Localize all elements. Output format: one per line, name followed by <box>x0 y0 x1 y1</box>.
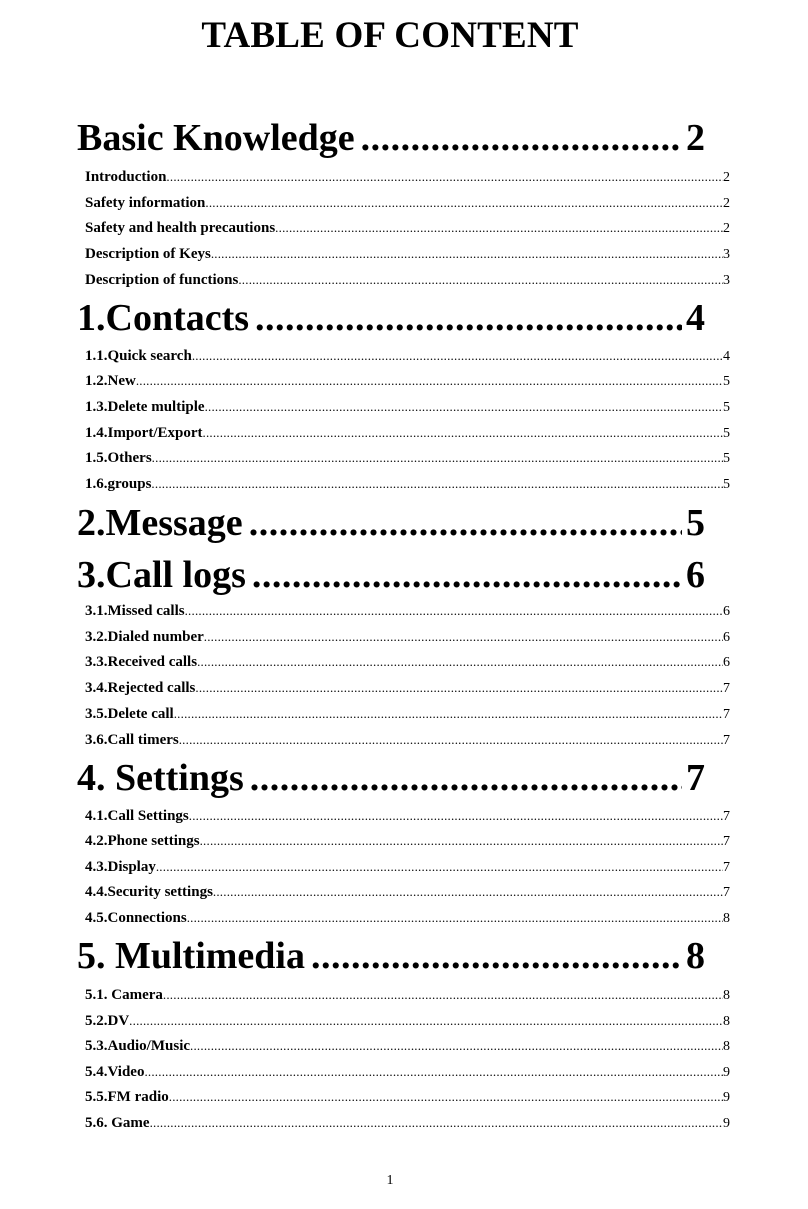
toc-entry-page: 5 <box>723 426 730 441</box>
toc-entry-page: 7 <box>723 860 730 875</box>
toc-entry-title: 5.1. Camera <box>85 987 163 1003</box>
toc-section-entry[interactable] <box>85 422 730 444</box>
toc-dot-leader <box>166 166 723 188</box>
toc-entry-title: 4.3.Display <box>85 859 156 875</box>
toc-entry-title: 2.Message <box>77 502 243 544</box>
toc-entry-page: 8 <box>723 1014 730 1029</box>
toc-entry-page: 7 <box>723 681 730 696</box>
toc-entry-title: 1.5.Others <box>85 450 152 466</box>
toc-entry-title: 1.Contacts <box>77 297 250 339</box>
toc-entry-title: Basic Knowledge <box>77 117 355 159</box>
toc-section-entry[interactable] <box>85 805 730 827</box>
toc-entry-title: 1.3.Delete multiple <box>85 399 205 415</box>
toc-section-entry[interactable] <box>85 830 730 852</box>
toc-entry-page: 2 <box>723 196 730 211</box>
page-number: 1 <box>386 1173 394 1188</box>
toc-section-entry[interactable] <box>85 856 730 878</box>
toc-dot-leader <box>151 473 723 495</box>
toc-entry-page: 9 <box>723 1065 730 1080</box>
toc-chapter-entry[interactable] <box>77 112 705 164</box>
toc-dot-leader <box>205 192 723 214</box>
toc-chapter-entry[interactable] <box>77 752 705 804</box>
toc-dot-leader <box>179 729 723 751</box>
toc-dot-leader <box>238 269 723 291</box>
toc-section-entry[interactable] <box>85 626 730 648</box>
toc-dot-leader <box>200 830 723 852</box>
toc-dot-leader <box>275 217 723 239</box>
toc-section-entry[interactable] <box>85 703 730 725</box>
toc-section-entry[interactable] <box>85 1061 730 1083</box>
toc-section-entry[interactable] <box>85 269 730 291</box>
toc-entry-page: 7 <box>723 834 730 849</box>
toc-entry-page: 3 <box>723 247 730 262</box>
toc-section-entry[interactable] <box>85 651 730 673</box>
toc-entry-title: 5.3.Audio/Music <box>85 1038 191 1054</box>
toc-dot-leader <box>249 497 682 549</box>
toc-entry-page: 6 <box>723 655 730 670</box>
toc-entry-page: 8 <box>723 1039 730 1054</box>
toc-entry-title: 3.5.Delete call <box>85 706 174 722</box>
toc-entry-title: Safety and health precautions <box>85 220 276 236</box>
toc-section-entry[interactable] <box>85 881 730 903</box>
toc-section-entry[interactable] <box>85 370 730 392</box>
toc-section-entry[interactable] <box>85 907 730 929</box>
toc-entry-page: 2 <box>686 117 705 159</box>
toc-entry-page: 5 <box>723 400 730 415</box>
toc-dot-leader <box>197 651 723 673</box>
toc-section-entry[interactable] <box>85 1086 730 1108</box>
toc-entry-page: 4 <box>686 297 705 339</box>
toc-section-entry[interactable] <box>85 396 730 418</box>
toc-entry-page: 8 <box>723 911 730 926</box>
toc-dot-leader <box>361 112 682 164</box>
toc-dot-leader <box>204 626 723 648</box>
toc-dot-leader <box>205 396 723 418</box>
toc-dot-leader <box>174 703 723 725</box>
toc-entry-page: 9 <box>723 1116 730 1131</box>
toc-entry-title: 1.4.Import/Export <box>85 425 203 441</box>
toc-dot-leader <box>163 984 723 1006</box>
toc-entry-title: 3.Call logs <box>77 554 246 596</box>
toc-entry-page: 8 <box>723 988 730 1003</box>
toc-section-entry[interactable] <box>85 729 730 751</box>
toc-section-entry[interactable] <box>85 243 730 265</box>
toc-chapter-entry[interactable] <box>77 497 705 549</box>
toc-entry-title: 5.2.DV <box>85 1013 130 1029</box>
toc-dot-leader <box>129 1010 723 1032</box>
toc-dot-leader <box>152 447 723 469</box>
toc-entry-title: 1.2.New <box>85 373 136 389</box>
toc-section-entry[interactable] <box>85 192 730 214</box>
toc-entry-title: 3.3.Received calls <box>85 654 198 670</box>
toc-entry-page: 7 <box>686 757 705 799</box>
toc-section-entry[interactable] <box>85 984 730 1006</box>
toc-entry-page: 5 <box>723 477 730 492</box>
toc-entry-title: 5.5.FM radio <box>85 1089 169 1105</box>
toc-dot-leader <box>187 907 723 929</box>
toc-entry-page: 6 <box>723 630 730 645</box>
toc-entry-title: 5.4.Video <box>85 1064 145 1080</box>
toc-dot-leader <box>144 1061 723 1083</box>
toc-dot-leader <box>169 1086 723 1108</box>
toc-entry-page: 6 <box>686 554 705 596</box>
toc-section-entry[interactable] <box>85 1010 730 1032</box>
toc-section-entry[interactable] <box>85 1035 730 1057</box>
toc-dot-leader <box>185 600 723 622</box>
toc-entry-page: 4 <box>723 349 730 364</box>
toc-entry-title: 5. Multimedia <box>77 935 305 977</box>
toc-chapter-entry[interactable] <box>77 292 705 344</box>
toc-entry-page: 6 <box>723 604 730 619</box>
toc-dot-leader <box>250 752 682 804</box>
toc-entry-page: 2 <box>723 170 730 185</box>
toc-entry-page: 7 <box>723 885 730 900</box>
toc-section-entry[interactable] <box>85 600 730 622</box>
toc-entry-title: 1.6.groups <box>85 476 152 492</box>
toc-entry-page: 5 <box>723 451 730 466</box>
toc-dot-leader <box>192 345 723 367</box>
toc-entry-title: 1.1.Quick search <box>85 348 192 364</box>
toc-entry-title: 5.6. Game <box>85 1115 150 1131</box>
toc-entry-page: 3 <box>723 273 730 288</box>
toc-dot-leader <box>213 881 723 903</box>
toc-entry-title: 3.6.Call timers <box>85 732 179 748</box>
toc-dot-leader <box>136 370 723 392</box>
toc-entry-title: 4. Settings <box>77 757 244 799</box>
toc-entry-title: Safety information <box>85 195 206 211</box>
toc-entry-title: Description of functions <box>85 272 239 288</box>
toc-entry-title: 3.4.Rejected calls <box>85 680 196 696</box>
toc-section-entry[interactable] <box>85 447 730 469</box>
toc-entry-title: 3.1.Missed calls <box>85 603 185 619</box>
toc-dot-leader <box>311 930 682 982</box>
toc-dot-leader <box>156 856 723 878</box>
page-title: TABLE OF CONTENT <box>201 15 579 56</box>
toc-section-entry[interactable] <box>85 473 730 495</box>
toc-dot-leader <box>255 292 682 344</box>
toc-section-entry[interactable] <box>85 677 730 699</box>
toc-section-entry[interactable] <box>85 1112 730 1134</box>
toc-entry-title: Introduction <box>85 169 167 185</box>
toc-dot-leader <box>189 805 723 827</box>
toc-entry-title: Description of Keys <box>85 246 211 262</box>
toc-entry-title: 4.5.Connections <box>85 910 187 926</box>
toc-dot-leader <box>190 1035 723 1057</box>
toc-dot-leader <box>203 422 724 444</box>
toc-section-entry[interactable] <box>85 166 730 188</box>
toc-chapter-entry[interactable] <box>77 549 705 601</box>
toc-entry-title: 4.1.Call Settings <box>85 808 189 824</box>
toc-entry-page: 2 <box>723 221 730 236</box>
toc-dot-leader <box>211 243 723 265</box>
toc-entry-page: 9 <box>723 1090 730 1105</box>
toc-entry-page: 8 <box>686 935 705 977</box>
toc-entry-title: 4.2.Phone settings <box>85 833 200 849</box>
toc-chapter-entry[interactable] <box>77 930 705 982</box>
toc-entry-title: 3.2.Dialed number <box>85 629 204 645</box>
toc-dot-leader <box>150 1112 723 1134</box>
toc-section-entry[interactable] <box>85 345 730 367</box>
toc-entry-page: 5 <box>723 374 730 389</box>
toc-entry-page: 7 <box>723 707 730 722</box>
toc-entry-page: 5 <box>686 502 705 544</box>
toc-entry-title: 4.4.Security settings <box>85 884 213 900</box>
toc-section-entry[interactable] <box>85 217 730 239</box>
toc-entry-page: 7 <box>723 733 730 748</box>
toc-dot-leader <box>252 549 682 601</box>
toc-entry-page: 7 <box>723 809 730 824</box>
toc-dot-leader <box>195 677 723 699</box>
